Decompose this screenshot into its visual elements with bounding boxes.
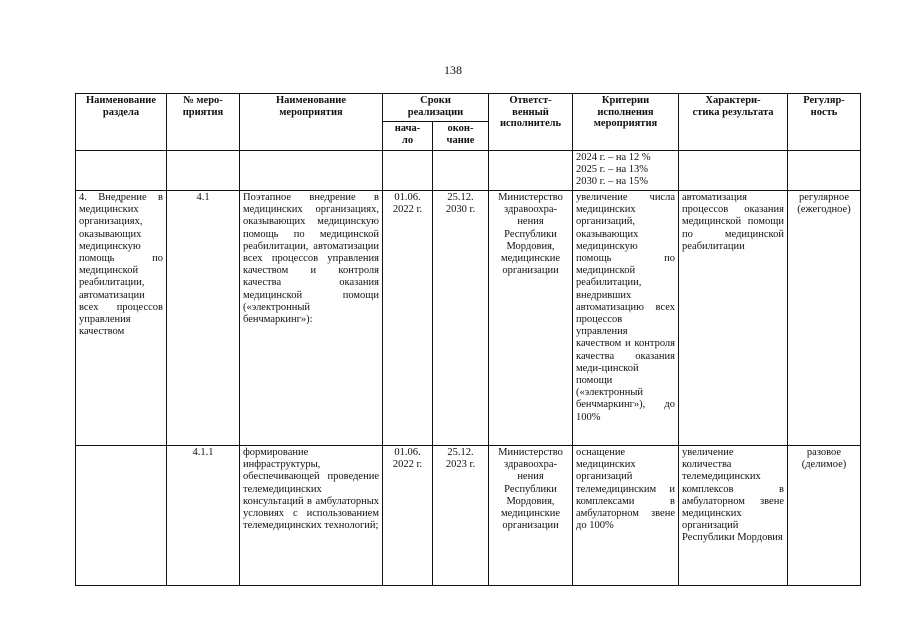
num-cell: 4.1.1 [167, 446, 240, 586]
header-terms: Сроки реализации [383, 94, 489, 122]
name-cell: Поэтапное внедрение в медицинских организациях, оказывающих медицинскую помощь по медицинской реабилитации, автоматизации всех процессов управления качеством и контроля качества оказания медицинской помощи («электронный бенчмаркинг»): [240, 191, 383, 446]
header-criteria: Критерии исполнения мероприятия [573, 94, 679, 151]
name-cell: формирование инфраструктуры, обеспечивающей проведение телемедицинских консультаций в амбулаторных условиях с использованием телемедицинских технологий; [240, 446, 383, 586]
header-regularity: Регуляр- ность [788, 94, 861, 151]
start-cell: 01.06. 2022 г. [383, 191, 433, 446]
result-cell [679, 151, 788, 191]
header-start: нача- ло [383, 122, 433, 151]
table-row [76, 191, 861, 446]
header-name: Наименование мероприятия [240, 94, 383, 151]
table-row [76, 446, 861, 586]
criteria-cell: увеличение числа медицинских организаций, оказывающих медицинскую помощь по медицинской реабилитации, внедривших автоматизацию всех процессов управления качеством и контроля качества оказания меди-цинской помощи («электронный бенчмаркинг»), до 100% [573, 191, 679, 446]
end-cell [433, 151, 489, 191]
regularity-cell: разовое (делимое) [788, 446, 861, 586]
num-cell [167, 151, 240, 191]
responsible-cell: Министерство здравоохра- нения Республики Мордовия, медицинские организации [489, 191, 573, 446]
start-cell [383, 151, 433, 191]
header-num: № меро- приятия [167, 94, 240, 151]
criteria-cell: оснащение медицинских организаций телемедицинским и комплексами в амбулаторном звене до 100% [573, 446, 679, 586]
page-number: 138 [444, 63, 462, 77]
action-plan-table [75, 93, 861, 586]
header-section: Наименование раздела [76, 94, 167, 151]
end-cell: 25.12. 2030 г. [433, 191, 489, 446]
result-cell: увеличение количества телемедицинских комплексов в амбулаторном звене медицинских организаций Республики Мордовия [679, 446, 788, 586]
table-row [76, 151, 861, 191]
header-result: Характери- стика результата [679, 94, 788, 151]
end-cell: 25.12. 2023 г. [433, 446, 489, 586]
regularity-cell: регулярное (ежегодное) [788, 191, 861, 446]
start-cell: 01.06. 2022 г. [383, 446, 433, 586]
criteria-cell: 2024 г. – на 12 % 2025 г. – на 13% 2030 г. – на 15% [573, 151, 679, 191]
section-cell [76, 446, 167, 586]
responsible-cell [489, 151, 573, 191]
name-cell [240, 151, 383, 191]
header-responsible: Ответст- венный исполнитель [489, 94, 573, 151]
result-cell: автоматизация процессов оказания медицинской помощи по медицинской реабилитации [679, 191, 788, 446]
regularity-cell [788, 151, 861, 191]
section-cell [76, 151, 167, 191]
num-cell: 4.1 [167, 191, 240, 446]
header-end: окон- чание [433, 122, 489, 151]
section-cell: 4. Внедрение в медицинских организациях, оказывающих медицинскую помощь по медицинской реабилитации, автоматизации всех процессов управления качеством [76, 191, 167, 446]
responsible-cell: Министерство здравоохра- нения Республики Мордовия, медицинские организации [489, 446, 573, 586]
